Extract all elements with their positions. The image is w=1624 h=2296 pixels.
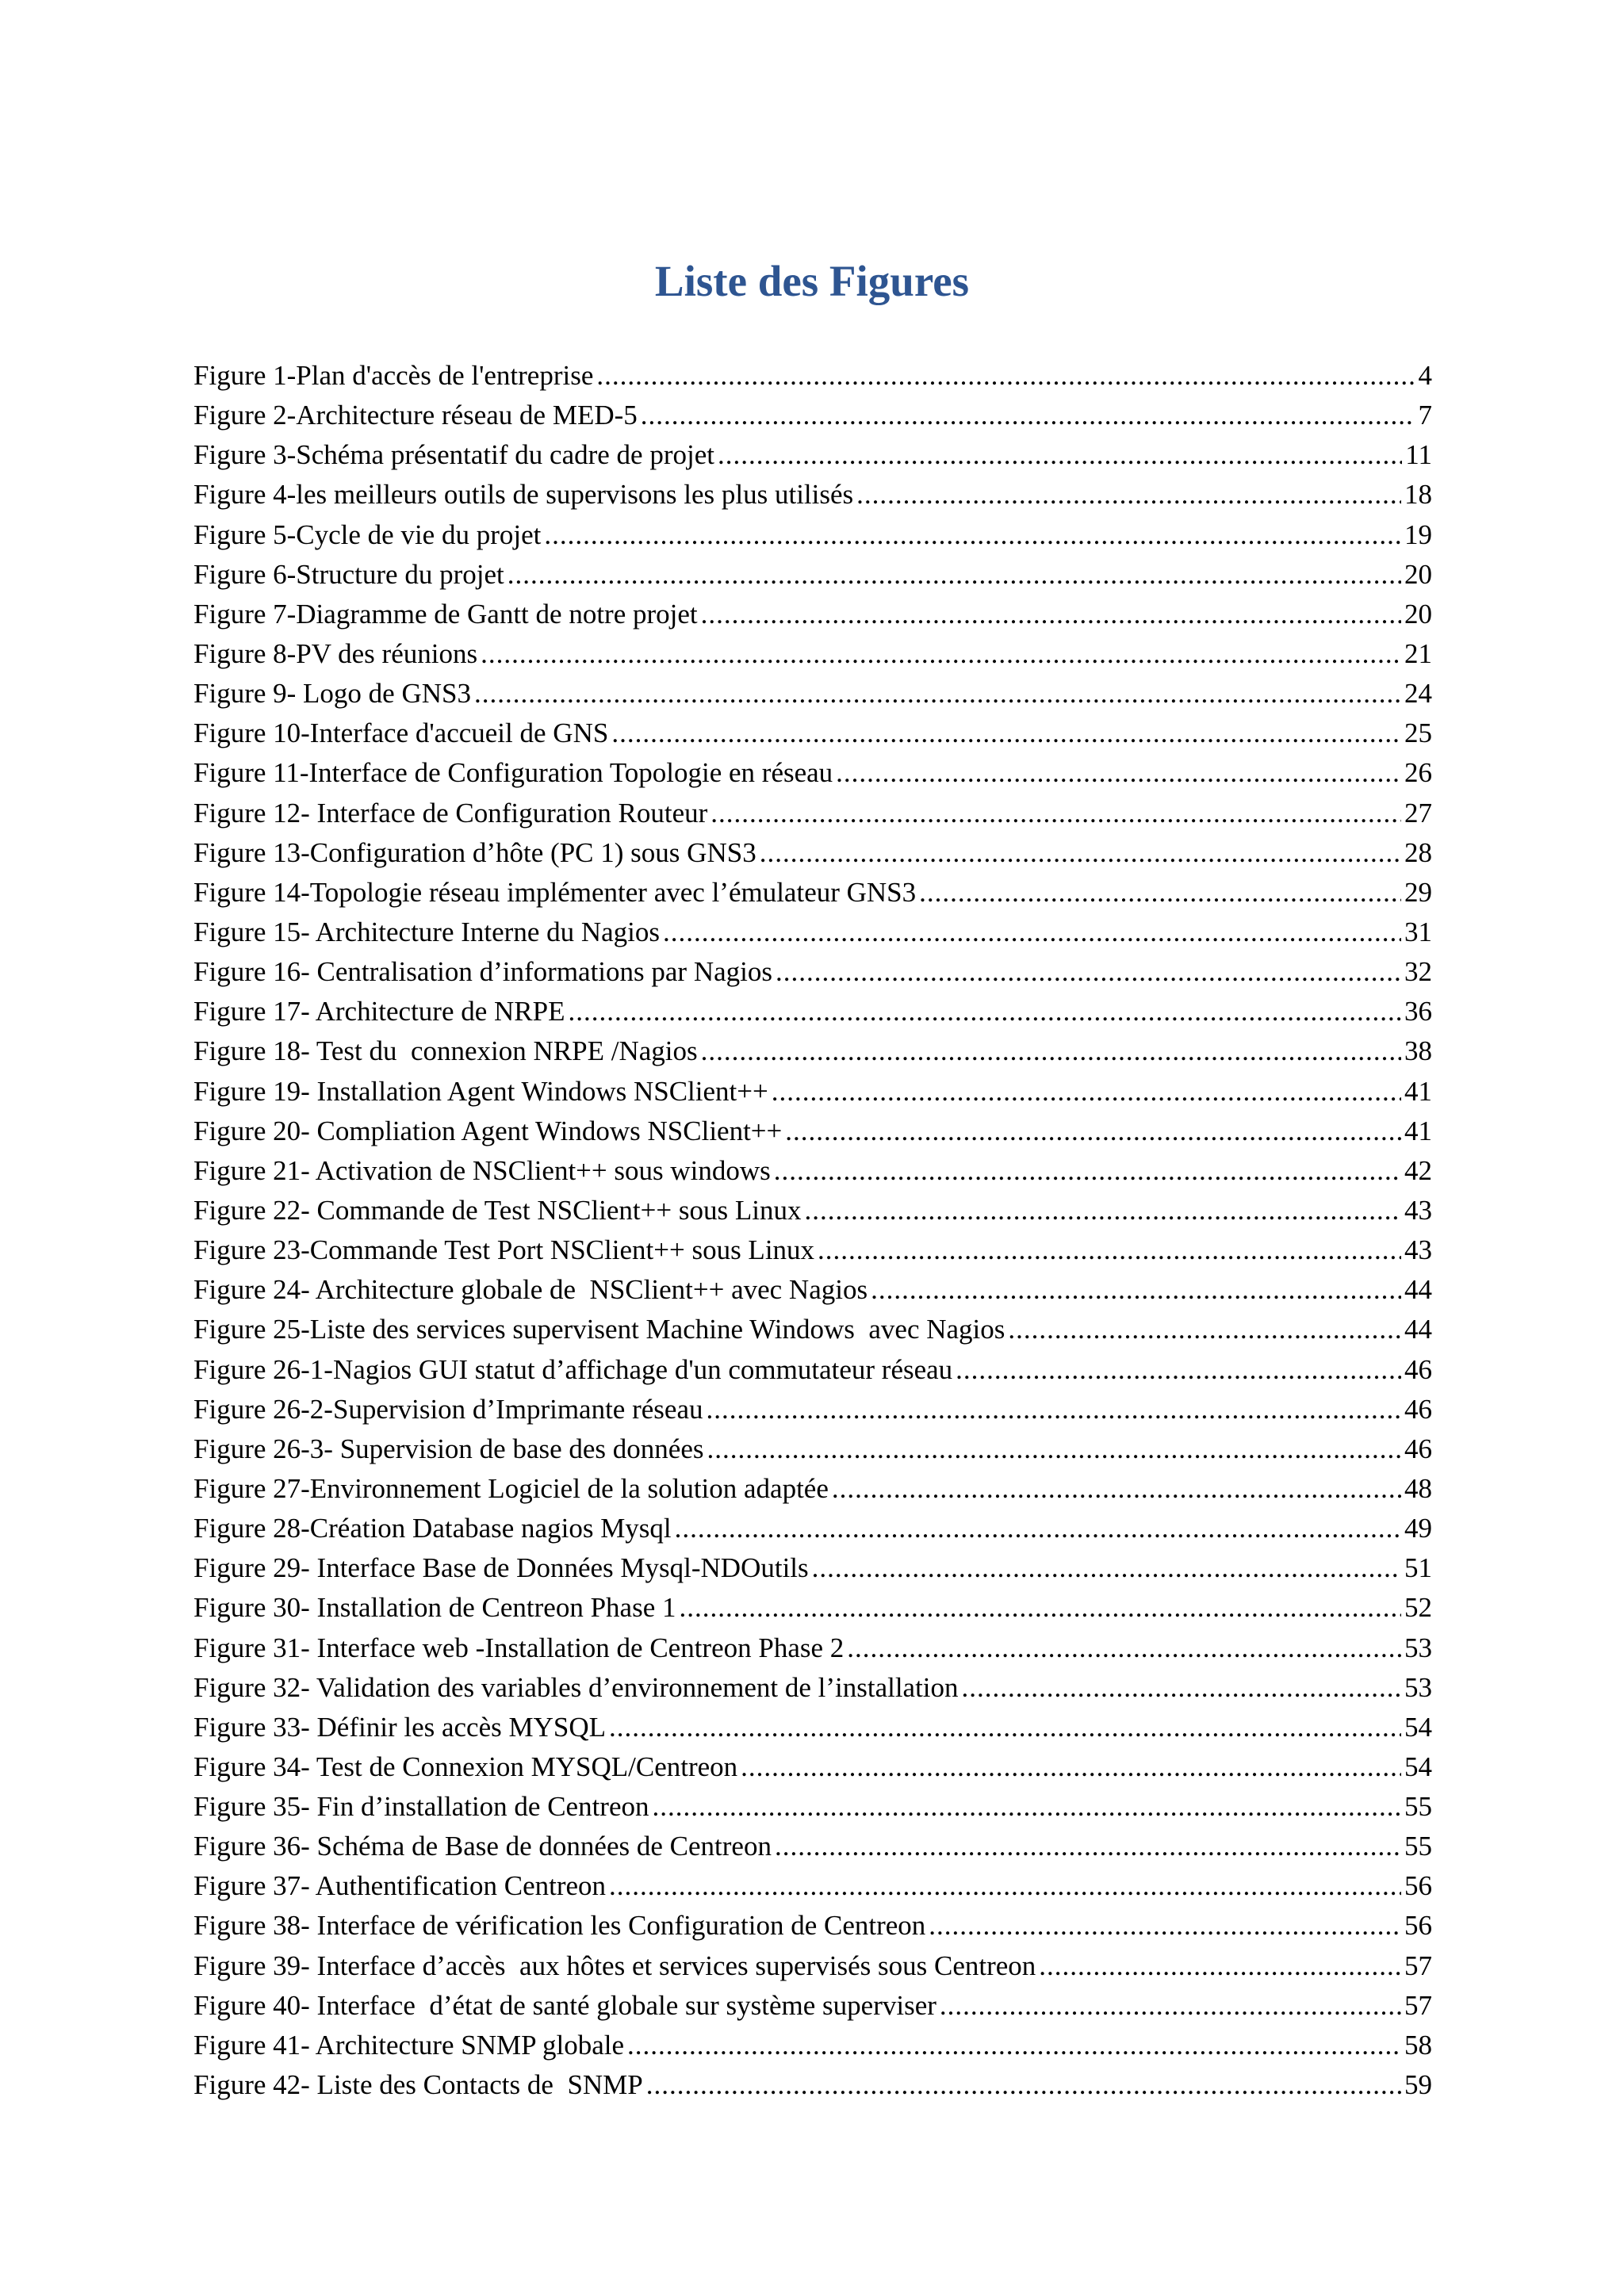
figure-entry-label: Figure 10-Interface d'accueil de GNS xyxy=(193,718,609,749)
figure-entry-label: Figure 15- Architecture Interne du Nagios xyxy=(193,916,661,947)
figure-entry-label: Figure 4-les meilleurs outils de supervisons les plus utilisés xyxy=(193,479,854,511)
figure-entry-page-number: 52 xyxy=(1404,1592,1432,1624)
figure-entry-label: Figure 11-Interface de Configuration Topologie en réseau xyxy=(193,757,833,789)
figure-entry-label: Figure 29- Interface Base de Données Mysql-NDOutils xyxy=(193,1552,809,1584)
figure-entry-label: Figure 35- Fin d’installation de Centreon xyxy=(193,1791,649,1823)
figure-entry-label: Figure 21- Activation de NSClient++ sous windows xyxy=(193,1154,771,1186)
figure-entry-label: Figure 9- Logo de GNS3 xyxy=(193,678,471,710)
dot-leader xyxy=(1039,1950,1401,1982)
figure-entry-page-number: 41 xyxy=(1404,1115,1432,1146)
figure-entry[interactable] xyxy=(193,599,1432,638)
figure-entry[interactable] xyxy=(193,837,1432,877)
dot-leader xyxy=(929,1910,1401,1942)
figure-entry-page-number: 54 xyxy=(1404,1711,1432,1743)
figure-entry-page-number: 36 xyxy=(1404,996,1432,1027)
dot-leader xyxy=(646,2069,1401,2101)
dot-leader xyxy=(609,1870,1401,1902)
dot-leader xyxy=(836,757,1401,789)
figure-entry[interactable] xyxy=(193,1552,1432,1592)
figure-entry[interactable] xyxy=(193,1314,1432,1353)
dot-leader xyxy=(1008,1314,1401,1345)
figure-entry-page-number: 24 xyxy=(1404,678,1432,710)
figure-entry-label: Figure 32- Validation des variables d’environnement de l’installation xyxy=(193,1671,959,1703)
figure-entry-label: Figure 30- Installation de Centreon Phase 1 xyxy=(193,1592,676,1624)
figure-entry-page-number: 46 xyxy=(1404,1353,1432,1385)
figure-entry-page-number: 26 xyxy=(1404,757,1432,789)
figure-entry-label: Figure 3-Schéma présentatif du cadre de projet xyxy=(193,439,714,471)
dot-leader xyxy=(544,519,1401,551)
dot-leader xyxy=(627,2030,1401,2061)
figure-entry[interactable] xyxy=(193,757,1432,797)
dot-leader xyxy=(818,1234,1401,1266)
figure-entry-page-number: 57 xyxy=(1404,1950,1432,1981)
figure-entry-label: Figure 34- Test de Connexion MYSQL/Centreon xyxy=(193,1751,738,1782)
figure-entry[interactable] xyxy=(193,360,1432,400)
figure-entry-page-number: 4 xyxy=(1418,360,1432,391)
dot-leader xyxy=(847,1632,1401,1664)
figure-entry-page-number: 31 xyxy=(1404,916,1432,947)
figure-entry[interactable] xyxy=(193,1870,1432,1910)
figure-entry-page-number: 27 xyxy=(1404,797,1432,828)
figure-entry[interactable] xyxy=(193,559,1432,599)
figure-entry[interactable] xyxy=(193,400,1432,439)
figure-entry-page-number: 59 xyxy=(1404,2069,1432,2101)
figure-entry-label: Figure 33- Définir les accès MYSQL xyxy=(193,1711,607,1743)
dot-leader xyxy=(812,1552,1401,1584)
figure-entry-label: Figure 42- Liste des Contacts de SNMP xyxy=(193,2069,643,2101)
dot-leader xyxy=(653,1791,1402,1823)
figure-entry[interactable] xyxy=(193,519,1432,559)
figure-entry[interactable] xyxy=(193,2030,1432,2069)
figure-entry-label: Figure 1-Plan d'accès de l'entreprise xyxy=(193,360,594,391)
figure-entry-page-number: 54 xyxy=(1404,1751,1432,1782)
figure-entry-label: Figure 2-Architecture réseau de MED-5 xyxy=(193,400,638,431)
figure-entry-page-number: 53 xyxy=(1404,1671,1432,1703)
figure-entry[interactable] xyxy=(193,1950,1432,1990)
figure-entry[interactable] xyxy=(193,1354,1432,1394)
figure-entry[interactable] xyxy=(193,1990,1432,2030)
figure-entry-label: Figure 24- Architecture globale de NSClient++ avec Nagios xyxy=(193,1274,868,1306)
dot-leader xyxy=(611,718,1401,749)
figure-entry-page-number: 11 xyxy=(1405,439,1432,471)
figure-entry[interactable] xyxy=(193,678,1432,718)
figure-entry-page-number: 53 xyxy=(1404,1632,1432,1663)
figure-entry-label: Figure 18- Test du connexion NRPE /Nagios xyxy=(193,1035,698,1067)
dot-leader xyxy=(569,996,1401,1027)
dot-leader xyxy=(956,1354,1401,1386)
dot-leader xyxy=(641,400,1415,431)
dot-leader xyxy=(718,439,1402,471)
figure-entry-label: Figure 6-Structure du projet xyxy=(193,558,504,590)
figure-entry[interactable] xyxy=(193,479,1432,519)
figure-entry[interactable] xyxy=(193,996,1432,1035)
figure-entry-label: Figure 26-3- Supervision de base des données xyxy=(193,1433,704,1464)
figure-entry[interactable] xyxy=(193,1274,1432,1314)
figure-entry-label: Figure 5-Cycle de vie du projet xyxy=(193,519,542,550)
dot-leader xyxy=(760,837,1401,869)
dot-leader xyxy=(701,599,1401,630)
figure-entry-label: Figure 26-1-Nagios GUI statut d’affichage d'un commutateur réseau xyxy=(193,1353,953,1385)
figure-entry-page-number: 28 xyxy=(1404,836,1432,868)
figure-entry[interactable] xyxy=(193,956,1432,996)
figure-entry[interactable] xyxy=(193,916,1432,956)
figure-entry-page-number: 29 xyxy=(1404,876,1432,908)
figure-entry-page-number: 43 xyxy=(1404,1194,1432,1226)
figure-list xyxy=(193,360,1432,2109)
dot-leader xyxy=(701,1035,1401,1067)
figure-entry-page-number: 57 xyxy=(1404,1989,1432,2021)
figure-entry[interactable] xyxy=(193,1791,1432,1831)
figure-entry-page-number: 58 xyxy=(1404,2029,1432,2061)
figure-entry-page-number: 48 xyxy=(1404,1472,1432,1504)
figure-entry-label: Figure 13-Configuration d’hôte (PC 1) sous GNS3 xyxy=(193,836,756,868)
dot-leader xyxy=(508,559,1401,591)
figure-entry[interactable] xyxy=(193,1672,1432,1712)
figure-entry[interactable] xyxy=(193,638,1432,678)
dot-leader xyxy=(706,1394,1401,1425)
figure-entry-page-number: 25 xyxy=(1404,718,1432,749)
figure-entry-label: Figure 26-2-Supervision d’Imprimante réseau xyxy=(193,1393,703,1425)
dot-leader xyxy=(596,360,1415,392)
figure-entry[interactable] xyxy=(193,1234,1432,1274)
figure-entry-page-number: 56 xyxy=(1404,1910,1432,1942)
dot-leader xyxy=(776,956,1401,988)
figure-entry[interactable] xyxy=(193,1473,1432,1513)
figure-entry-page-number: 46 xyxy=(1404,1433,1432,1464)
figure-entry[interactable] xyxy=(193,1115,1432,1155)
figure-entry[interactable] xyxy=(193,718,1432,757)
dot-leader xyxy=(940,1990,1401,2022)
figure-entry-page-number: 44 xyxy=(1404,1314,1432,1345)
figure-entry[interactable] xyxy=(193,2069,1432,2109)
dot-leader xyxy=(804,1195,1401,1226)
figure-entry[interactable] xyxy=(193,1632,1432,1672)
figure-entry-label: Figure 8-PV des réunions xyxy=(193,637,478,669)
figure-entry[interactable] xyxy=(193,1433,1432,1473)
figure-entry-page-number: 38 xyxy=(1404,1035,1432,1067)
dot-leader xyxy=(741,1751,1401,1783)
figure-entry-page-number: 44 xyxy=(1404,1274,1432,1306)
figure-entry[interactable] xyxy=(193,1592,1432,1632)
figure-entry-page-number: 43 xyxy=(1404,1234,1432,1266)
figure-entry-label: Figure 38- Interface de vérification les Configuration de Centreon xyxy=(193,1910,926,1942)
dot-leader xyxy=(474,678,1401,710)
figure-entry-page-number: 55 xyxy=(1404,1791,1432,1823)
figure-entry-label: Figure 27-Environnement Logiciel de la solution adaptée xyxy=(193,1472,829,1504)
figure-entry[interactable] xyxy=(193,439,1432,479)
dot-leader xyxy=(609,1712,1401,1743)
dot-leader xyxy=(962,1672,1401,1704)
dot-leader xyxy=(871,1274,1401,1306)
dot-leader xyxy=(772,1076,1401,1108)
figure-entry-label: Figure 40- Interface d’état de santé globale sur système superviser xyxy=(193,1989,936,2021)
figure-entry-label: Figure 28-Création Database nagios Mysql xyxy=(193,1513,672,1544)
figure-entry-label: Figure 19- Installation Agent Windows NSClient++ xyxy=(193,1075,768,1107)
figure-entry[interactable] xyxy=(193,1394,1432,1433)
figure-entry-page-number: 49 xyxy=(1404,1513,1432,1544)
figure-entry-label: Figure 37- Authentification Centreon xyxy=(193,1870,607,1902)
dot-leader xyxy=(481,638,1401,670)
figure-entry[interactable] xyxy=(193,1751,1432,1791)
dot-leader xyxy=(832,1473,1401,1505)
figure-entry-label: Figure 25-Liste des services supervisent Machine Windows avec Nagios xyxy=(193,1314,1005,1345)
figure-entry[interactable] xyxy=(193,1910,1432,1950)
figure-entry-page-number: 19 xyxy=(1404,519,1432,550)
figure-entry-label: Figure 17- Architecture de NRPE xyxy=(193,996,565,1027)
figure-entry-page-number: 51 xyxy=(1404,1552,1432,1584)
dot-leader xyxy=(663,916,1401,948)
figure-entry-label: Figure 12- Interface de Configuration Routeur xyxy=(193,797,708,828)
figure-entry-page-number: 56 xyxy=(1404,1870,1432,1902)
figure-entry-page-number: 20 xyxy=(1404,598,1432,629)
dot-leader xyxy=(679,1592,1401,1624)
figure-entry-label: Figure 7-Diagramme de Gantt de notre projet xyxy=(193,598,698,629)
figure-entry[interactable] xyxy=(193,798,1432,837)
dot-leader xyxy=(785,1115,1401,1147)
figure-entry-page-number: 42 xyxy=(1404,1154,1432,1186)
figure-entry-page-number: 18 xyxy=(1404,479,1432,511)
figure-entry[interactable] xyxy=(193,877,1432,916)
figure-entry-page-number: 41 xyxy=(1404,1075,1432,1107)
figure-entry-page-number: 21 xyxy=(1404,637,1432,669)
dot-leader xyxy=(710,798,1401,829)
figure-entry[interactable] xyxy=(193,1513,1432,1552)
figure-entry-label: Figure 41- Architecture SNMP globale xyxy=(193,2029,625,2061)
figure-entry[interactable] xyxy=(193,1712,1432,1751)
figure-entry-label: Figure 16- Centralisation d’informations par Nagios xyxy=(193,956,772,988)
dot-leader xyxy=(919,877,1401,909)
dot-leader xyxy=(856,479,1401,511)
figure-entry-label: Figure 22- Commande de Test NSClient++ sous Linux xyxy=(193,1194,802,1226)
figure-entry-page-number: 55 xyxy=(1404,1831,1432,1862)
figure-entry[interactable] xyxy=(193,1035,1432,1075)
figure-entry-label: Figure 36- Schéma de Base de données de Centreon xyxy=(193,1831,772,1862)
figure-entry-page-number: 20 xyxy=(1404,558,1432,590)
dot-leader xyxy=(707,1433,1401,1465)
figure-entry-label: Figure 23-Commande Test Port NSClient++ sous Linux xyxy=(193,1234,815,1266)
figure-entry-page-number: 32 xyxy=(1404,956,1432,988)
dot-leader xyxy=(775,1831,1401,1862)
figure-entry-label: Figure 31- Interface web -Installation de Centreon Phase 2 xyxy=(193,1632,845,1663)
figure-entry-label: Figure 20- Compliation Agent Windows NSClient++ xyxy=(193,1115,783,1146)
dot-leader xyxy=(675,1513,1401,1544)
figure-entry-page-number: 46 xyxy=(1404,1393,1432,1425)
figure-entry-label: Figure 14-Topologie réseau implémenter avec l’émulateur GNS3 xyxy=(193,876,917,908)
figure-entry[interactable] xyxy=(193,1076,1432,1115)
figure-entry-label: Figure 39- Interface d’accès aux hôtes et services supervisés sous Centreon xyxy=(193,1950,1036,1981)
figure-entry[interactable] xyxy=(193,1155,1432,1195)
figure-entry-page-number: 7 xyxy=(1418,400,1432,431)
page-title: Liste des Figures xyxy=(654,257,970,305)
figure-entry[interactable] xyxy=(193,1831,1432,1870)
figure-entry[interactable] xyxy=(193,1195,1432,1234)
dot-leader xyxy=(774,1155,1401,1187)
